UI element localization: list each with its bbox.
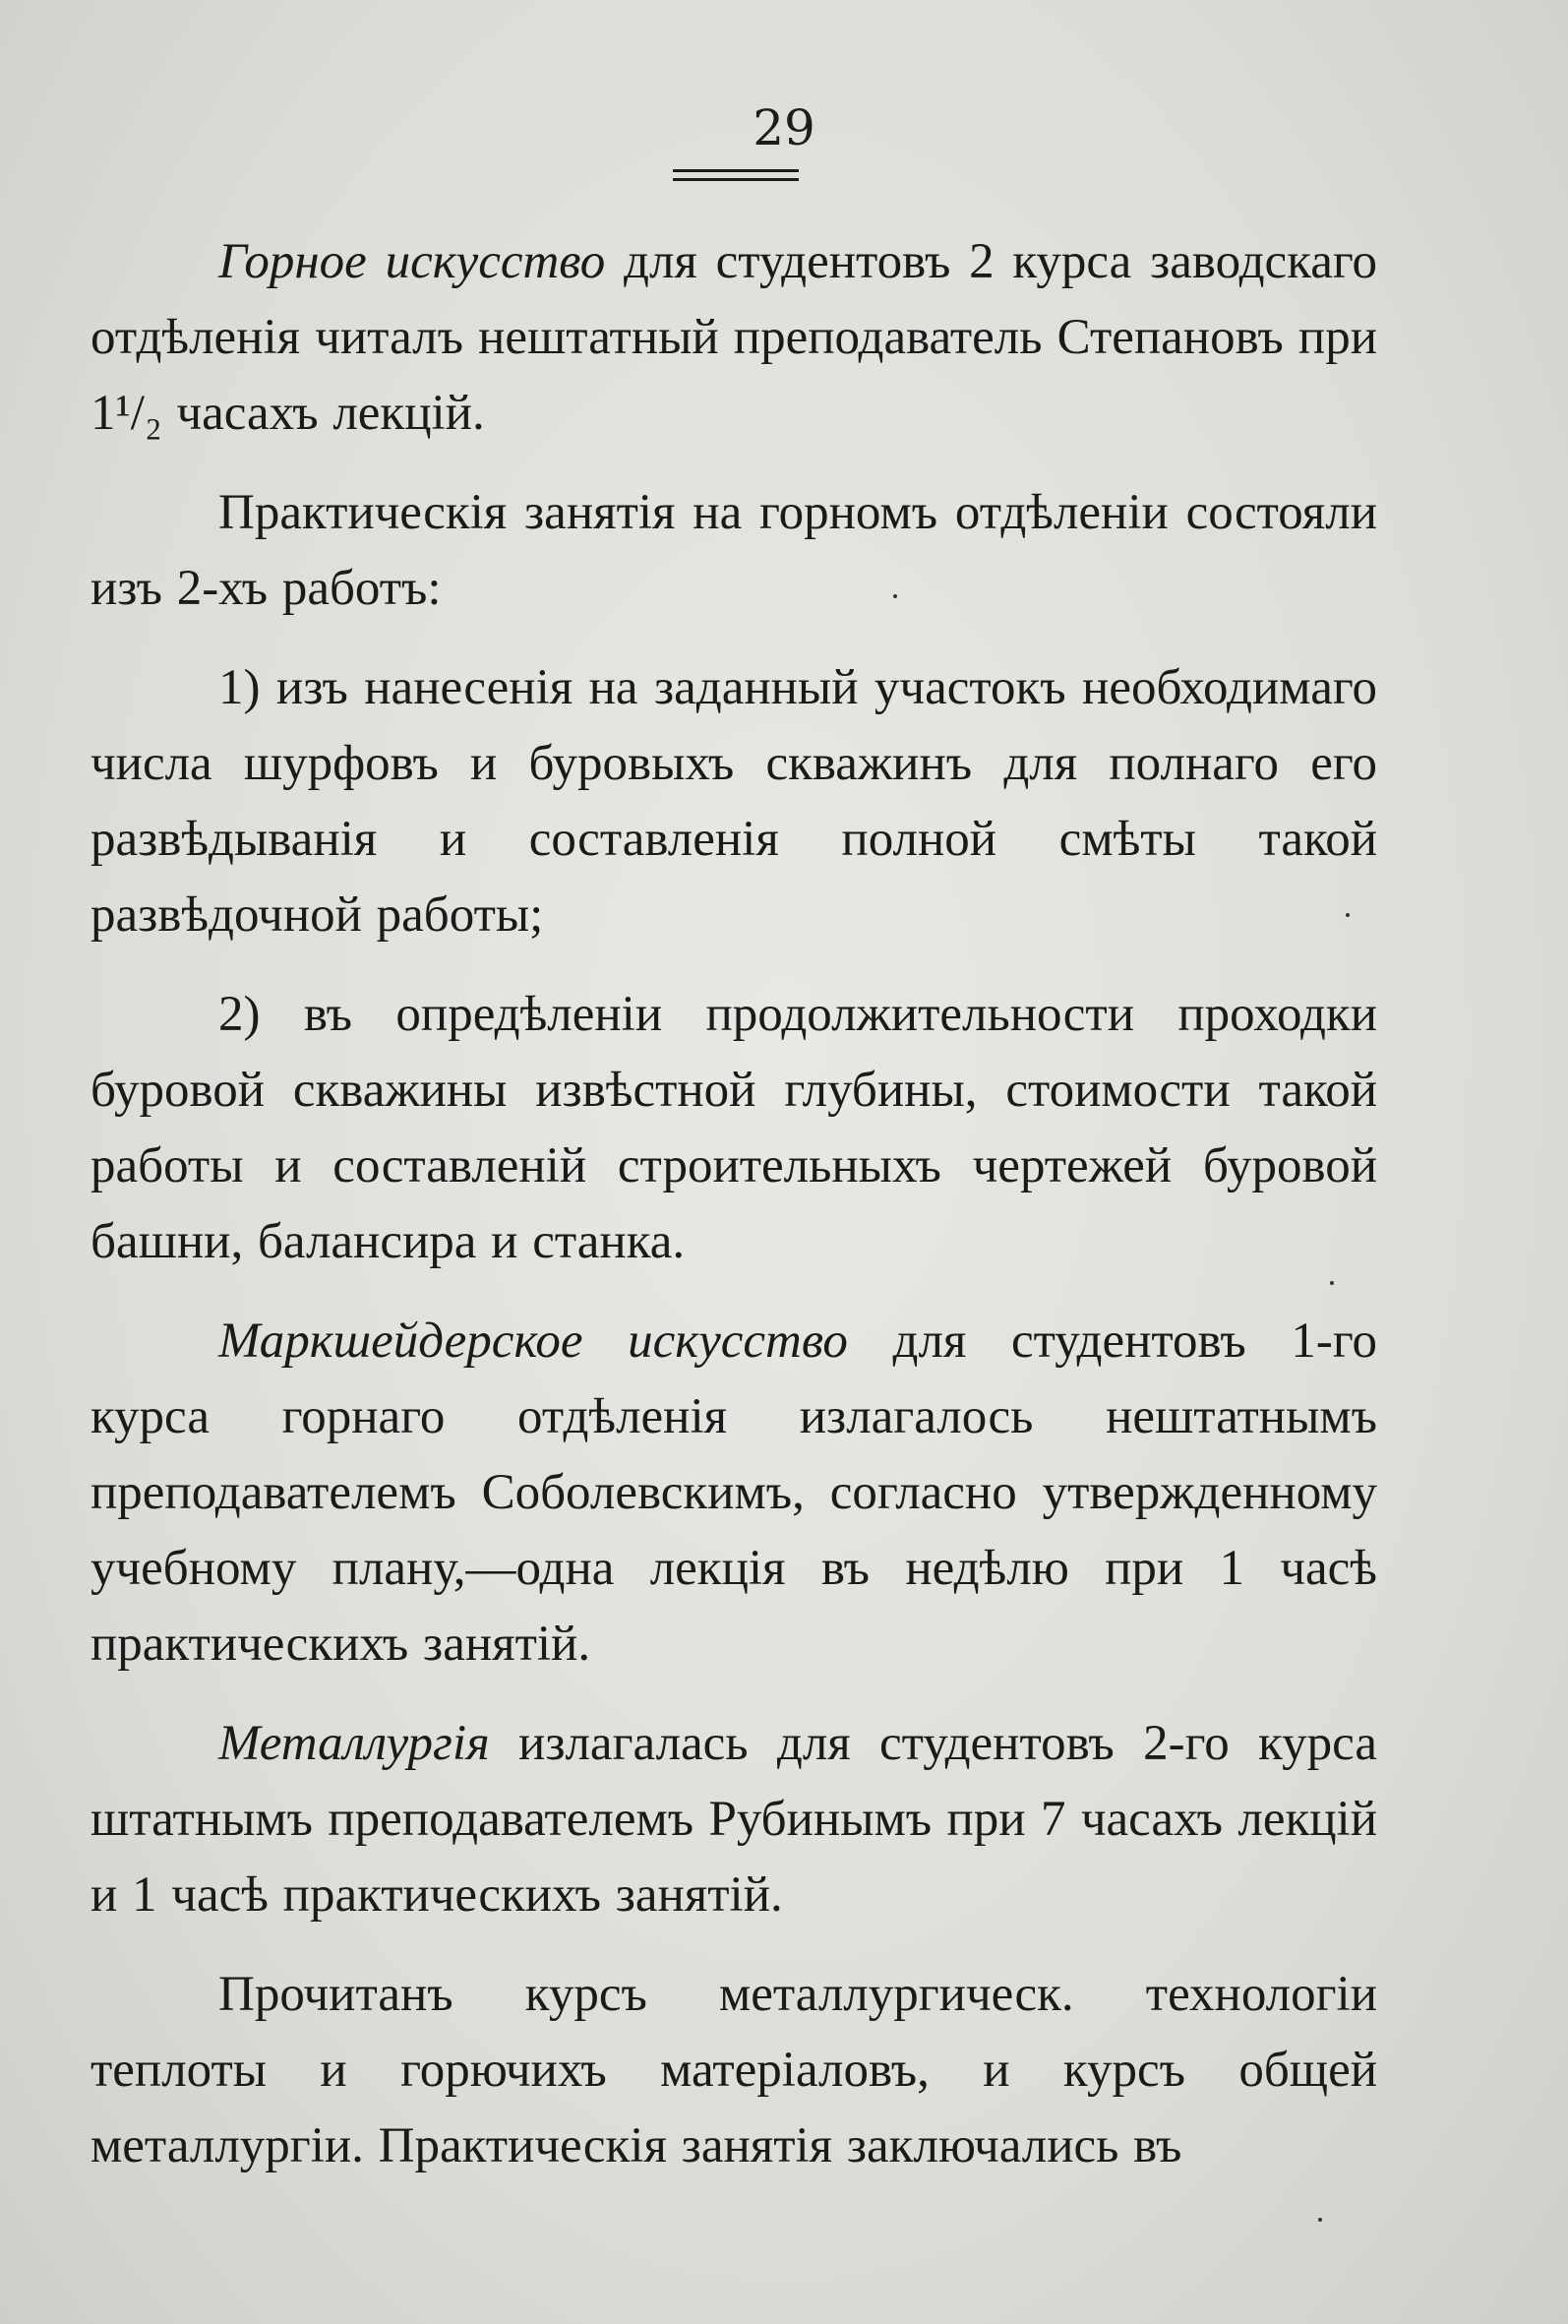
- paragraph-emphasis: Металлургія: [218, 1716, 490, 1771]
- paragraph-emphasis: Горное искусство: [218, 234, 606, 289]
- paragraph-text: Практическія занятія на горномъ отдѣленіи состояли изъ 2-хъ работъ:: [90, 485, 1377, 616]
- list-item-2: [90, 977, 1377, 1280]
- paragraph-course-read: [90, 1957, 1377, 2184]
- paragraph-text: 1) изъ нанесенія на заданный участокъ необходимаго числа шурфовъ и буровыхъ скважинъ для полнаго его развѣдыванія и составленія полной смѣты такой развѣдочной работы;: [90, 660, 1377, 943]
- paragraph-text: излагалась для студентовъ 2-го курса штатнымъ преподавателемъ Рубинымъ при 7 часахъ лекцій и 1 часѣ практическихъ занятій.: [90, 1716, 1377, 1923]
- paragraph-practical-work: [90, 475, 1377, 627]
- body-text: [90, 224, 1377, 2208]
- page-number: 29: [753, 99, 815, 156]
- list-item-1: [90, 650, 1377, 953]
- print-speck: [1330, 1281, 1334, 1285]
- page-header: [0, 98, 1568, 157]
- print-speck: [1346, 913, 1350, 917]
- paragraph-text: для студентовъ 2 курса заводскаго отдѣленія читалъ нештатный преподаватель Степановъ при 1¹/₂ часахъ лекцій.: [90, 234, 1377, 441]
- header-rule-bottom: [673, 178, 799, 181]
- paragraph-text: 2) въ опредѣленіи продолжительности проходки буровой скважины извѣстной глубины, стоимости такой работы и составленій строительныхъ чертежей буровой башни, балансира и станка.: [90, 987, 1377, 1269]
- header-rule-top: [673, 169, 799, 172]
- paragraph-emphasis: Маркшейдерское искусство: [218, 1314, 848, 1369]
- print-speck: [1318, 2218, 1322, 2222]
- paragraph-mine-surveying: [90, 1304, 1377, 1682]
- paragraph-text: Прочитанъ курсъ металлургическ. технологіи теплоты и горючихъ матеріаловъ, и курсъ общей металлургіи. Практическія занятія заключались въ: [90, 1967, 1377, 2173]
- paragraph-text: для студентовъ 1-го курса горнаго отдѣленія излагалось нештатнымъ преподавателемъ Соболевскимъ, согласно утвержденному учебному плану,—одна лекція въ недѣлю при 1 часѣ практическихъ занятій.: [90, 1314, 1377, 1672]
- print-speck: [893, 594, 897, 598]
- paragraph-metallurgy: [90, 1706, 1377, 1933]
- paragraph-mining-art: [90, 224, 1377, 452]
